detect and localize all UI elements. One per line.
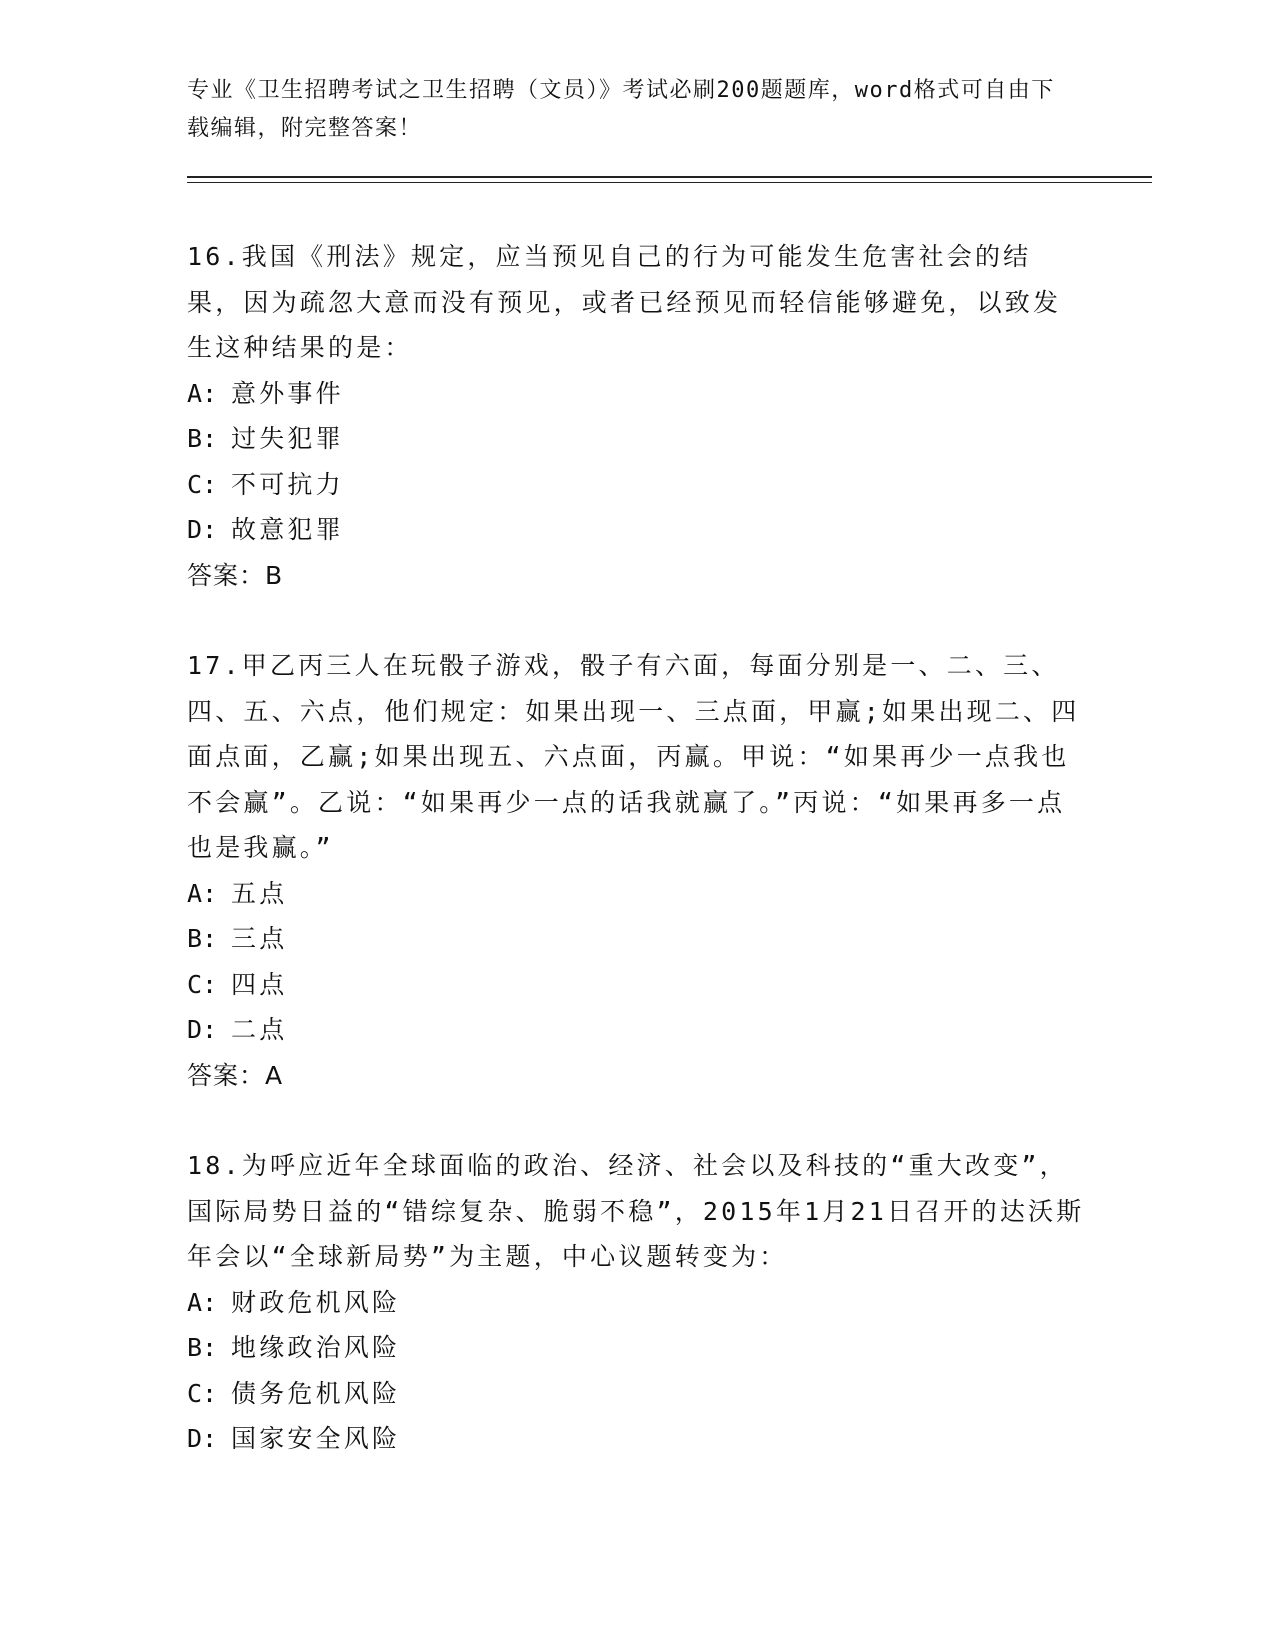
- option-a: [187, 371, 1087, 417]
- header-divider-thick: [187, 176, 1152, 178]
- option-letter: C:: [187, 969, 218, 999]
- option-text: 过失犯罪: [231, 424, 344, 453]
- option-d: [187, 1416, 1087, 1462]
- option-text: 地缘政治风险: [231, 1333, 401, 1362]
- option-c: [187, 462, 1087, 508]
- option-b: [187, 416, 1087, 462]
- option-letter: D:: [187, 1015, 218, 1044]
- option-letter: D:: [187, 515, 218, 544]
- answer-line: 答案：A: [187, 1060, 284, 1090]
- question-stem: 18.为呼应近年全球面临的政治、经济、社会以及科技的“重大改变”，国际局势日益的“错综复杂、脆弱不稳”，2015年1月21日召开的达沃斯年会以“全球新局势”为主题，中心议题转变为：: [187, 1151, 1085, 1271]
- option-text: 三点: [231, 924, 288, 953]
- option-text: 不可抗力: [231, 469, 344, 499]
- option-a: [187, 871, 1087, 917]
- option-letter: D:: [187, 1424, 218, 1453]
- option-b: [187, 1325, 1087, 1371]
- option-text: 债务危机风险: [231, 1378, 401, 1408]
- option-letter: B:: [187, 924, 218, 953]
- option-letter: C:: [187, 1378, 218, 1408]
- option-letter: A:: [187, 1287, 218, 1317]
- option-text: 二点: [231, 1015, 288, 1044]
- document-header: 专业《卫生招聘考试之卫生招聘（文员）》考试必刷200题题库，word格式可自由下载编辑，附完整答案！: [187, 78, 1055, 141]
- answer-line: 答案：B: [187, 560, 284, 590]
- option-letter: B:: [187, 424, 218, 453]
- question-18: [187, 1143, 1087, 1462]
- option-letter: A:: [187, 378, 218, 408]
- option-d: [187, 507, 1087, 553]
- option-text: 财政危机风险: [231, 1287, 401, 1317]
- option-c: [187, 962, 1087, 1008]
- question-16: [187, 234, 1087, 598]
- option-letter: B:: [187, 1333, 218, 1362]
- header-divider-thin: [187, 182, 1152, 183]
- option-letter: C:: [187, 469, 218, 499]
- option-text: 意外事件: [231, 378, 344, 408]
- option-text: 故意犯罪: [231, 515, 344, 544]
- option-text: 四点: [231, 969, 288, 999]
- option-a: [187, 1280, 1087, 1326]
- question-stem: 16.我国《刑法》规定，应当预见自己的行为可能发生危害社会的结果，因为疏忽大意而没有预见，或者已经预见而轻信能够避免，以致发生这种结果的是：: [187, 242, 1062, 362]
- question-stem: 17.甲乙丙三人在玩骰子游戏，骰子有六面，每面分别是一、二、三、四、五、六点，他们规定：如果出现一、三点面，甲赢;如果出现二、四面点面，乙赢;如果出现五、六点面，丙赢。甲说：“如果再少一点我也不会赢”。乙说：“如果再少一点的话我就赢了。”丙说：“如果再多一点也是我赢。”: [187, 651, 1080, 862]
- option-b: [187, 916, 1087, 962]
- option-c: [187, 1371, 1087, 1417]
- option-text: 五点: [231, 878, 288, 908]
- option-letter: A:: [187, 878, 218, 908]
- question-17: [187, 643, 1087, 1098]
- option-text: 国家安全风险: [231, 1424, 401, 1453]
- option-d: [187, 1007, 1087, 1053]
